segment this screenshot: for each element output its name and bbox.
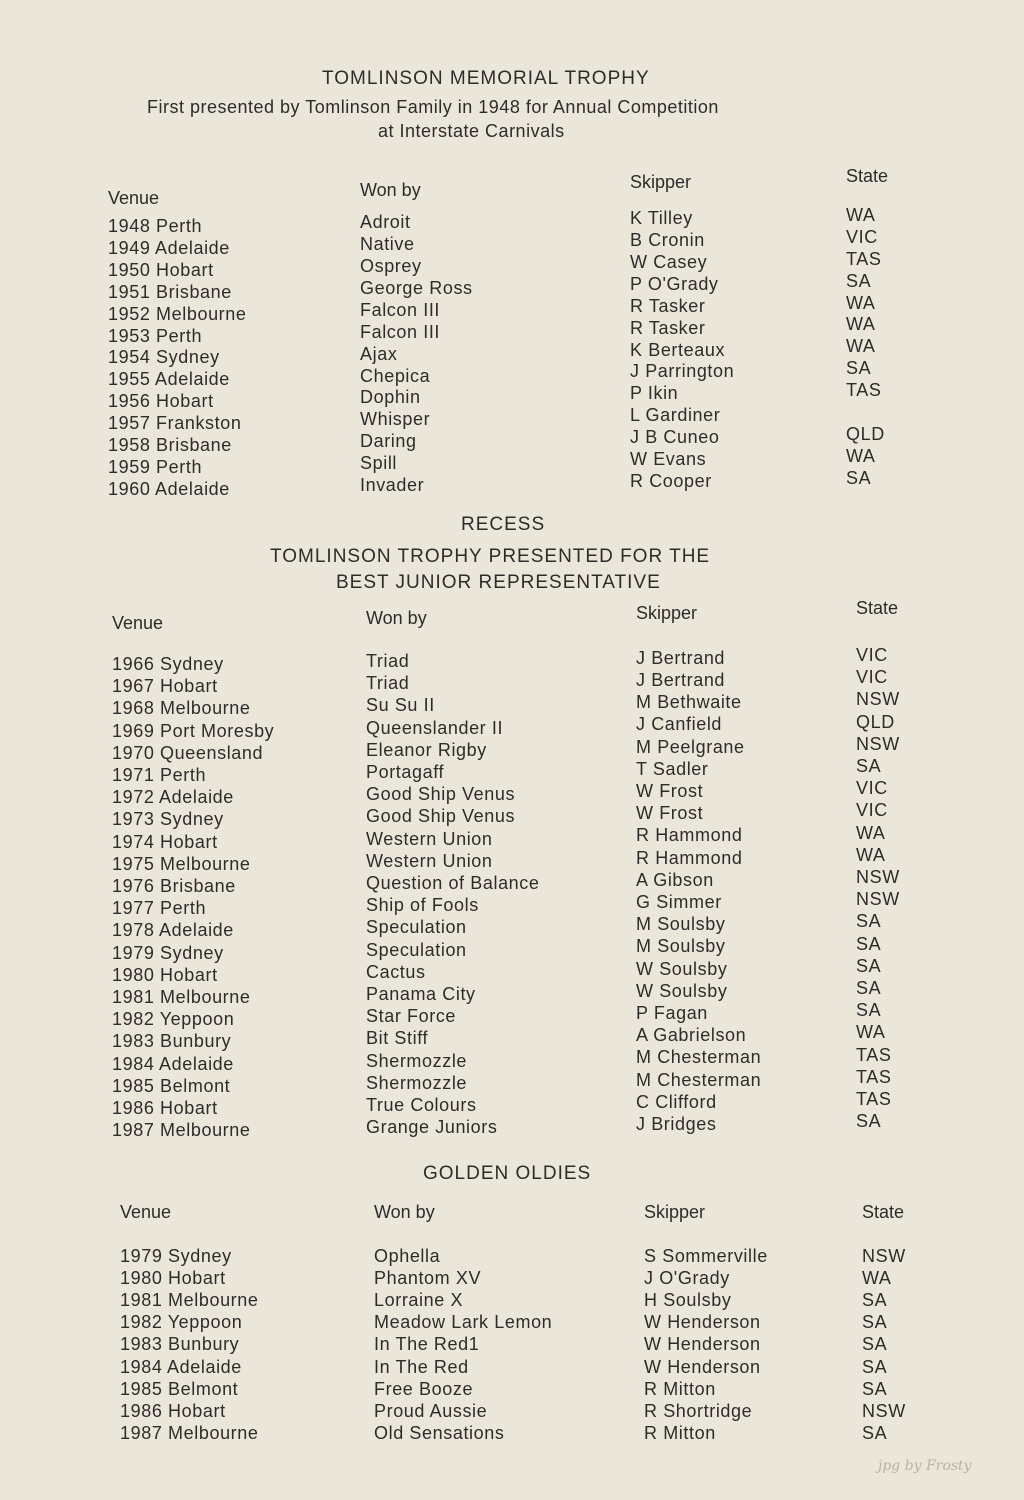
cell-state: WA xyxy=(846,336,876,357)
cell-skipper: W Evans xyxy=(630,449,707,470)
cell-skipper: G Simmer xyxy=(636,891,722,912)
cell-skipper: J Bertrand xyxy=(636,669,726,690)
cell-venue: 1983 Bunbury xyxy=(112,1031,232,1052)
column-header-skipper: Skipper xyxy=(644,1202,706,1222)
cell-venue: 1959 Perth xyxy=(108,456,203,477)
cell-won-by: Bit Stiff xyxy=(366,1028,429,1049)
cell-venue: 1956 Hobart xyxy=(108,391,214,412)
cell-skipper: R Shortridge xyxy=(644,1400,753,1421)
cell-state: WA xyxy=(862,1268,892,1289)
cell-venue: 1978 Adelaide xyxy=(112,920,234,941)
cell-venue: 1980 Hobart xyxy=(120,1268,226,1289)
cell-skipper: M Soulsby xyxy=(636,936,726,957)
cell-won-by: Old Sensations xyxy=(374,1422,505,1443)
cell-state: TAS xyxy=(856,1066,892,1087)
cell-won-by: Western Union xyxy=(366,828,493,849)
cell-venue: 1948 Perth xyxy=(108,216,203,236)
cell-state: SA xyxy=(862,1422,888,1443)
cell-state: NSW xyxy=(856,733,900,754)
cell-skipper: R Tasker xyxy=(630,317,706,338)
cell-skipper: M Soulsby xyxy=(636,914,726,935)
column-header-won-by: Won by xyxy=(360,180,421,200)
cell-skipper: W Henderson xyxy=(644,1312,761,1333)
cell-venue: 1982 Yeppoon xyxy=(112,1009,235,1030)
column-header-skipper: Skipper xyxy=(636,603,698,623)
cell-state: SA xyxy=(856,756,882,777)
cell-state: SA xyxy=(856,978,882,999)
cell-won-by: Daring xyxy=(360,431,417,452)
cell-skipper: W Soulsby xyxy=(636,958,728,979)
cell-skipper: M Chesterman xyxy=(636,1047,762,1068)
cell-venue: 1979 Sydney xyxy=(112,942,224,963)
cell-state: SA xyxy=(856,911,882,932)
cell-state: VIC xyxy=(846,226,878,247)
section1-title: TOMLINSON MEMORIAL TROPHY xyxy=(322,68,650,89)
cell-won-by: Speculation xyxy=(366,939,467,960)
section3-title: GOLDEN OLDIES xyxy=(423,1163,592,1184)
cell-state: QLD xyxy=(846,423,885,444)
cell-state: SA xyxy=(846,467,872,488)
cell-venue: 1972 Adelaide xyxy=(112,787,234,808)
cell-won-by: Ophella xyxy=(374,1246,441,1266)
cell-skipper: R Cooper xyxy=(630,470,712,491)
cell-venue: 1981 Melbourne xyxy=(120,1290,259,1311)
cell-won-by: Ship of Fools xyxy=(366,895,479,916)
cell-state: QLD xyxy=(856,711,895,732)
cell-skipper: C Clifford xyxy=(636,1091,717,1112)
cell-won-by: Panama City xyxy=(366,983,476,1004)
cell-venue: 1957 Frankston xyxy=(108,413,242,434)
section2-subtitle: BEST JUNIOR REPRESENTATIVE xyxy=(336,572,661,593)
cell-won-by: Shermozzle xyxy=(366,1050,468,1071)
cell-state: WA xyxy=(856,822,886,843)
cell-venue: 1958 Brisbane xyxy=(108,435,232,455)
cell-state: SA xyxy=(856,933,882,954)
cell-venue: 1949 Adelaide xyxy=(108,237,230,258)
cell-won-by: Grange Juniors xyxy=(366,1117,498,1138)
cell-won-by: Ajax xyxy=(360,343,398,364)
cell-venue: 1960 Adelaide xyxy=(108,478,230,499)
cell-venue: 1950 Hobart xyxy=(108,259,214,280)
cell-won-by: Question of Balance xyxy=(366,872,540,893)
cell-state: TAS xyxy=(846,248,882,269)
cell-won-by: Invader xyxy=(360,475,425,496)
cell-state: NSW xyxy=(856,867,900,888)
cell-skipper: J O'Grady xyxy=(644,1268,730,1289)
cell-venue: 1969 Port Moresby xyxy=(112,720,275,741)
cell-skipper: T Sadler xyxy=(636,758,709,779)
cell-skipper: R Mitton xyxy=(644,1378,716,1399)
cell-won-by: Dophin xyxy=(360,387,421,408)
cell-won-by: Good Ship Venus xyxy=(366,806,516,827)
cell-skipper: S Sommerville xyxy=(644,1246,768,1266)
cell-skipper: W Henderson xyxy=(644,1356,761,1377)
cell-skipper: P Ikin xyxy=(630,383,679,404)
cell-won-by: Cactus xyxy=(366,961,426,982)
cell-won-by: In The Red xyxy=(374,1356,469,1377)
cell-skipper: J B Cuneo xyxy=(630,427,720,448)
cell-venue: 1953 Perth xyxy=(108,325,203,346)
cell-state: VIC xyxy=(856,667,888,688)
cell-won-by: Good Ship Venus xyxy=(366,784,516,805)
cell-venue: 1981 Melbourne xyxy=(112,987,251,1007)
cell-state: VIC xyxy=(856,645,888,666)
cell-state: SA xyxy=(846,270,872,291)
cell-venue: 1974 Hobart xyxy=(112,831,218,852)
cell-venue: 1984 Adelaide xyxy=(120,1356,242,1377)
cell-skipper: R Hammond xyxy=(636,847,743,868)
cell-venue: 1975 Melbourne xyxy=(112,853,251,874)
recess-heading: RECESS xyxy=(461,514,546,535)
cell-venue: 1977 Perth xyxy=(112,898,207,919)
cell-venue: 1985 Belmont xyxy=(112,1075,231,1096)
column-header-state: State xyxy=(846,166,889,186)
column-header-won-by: Won by xyxy=(374,1202,435,1222)
cell-won-by: Meadow Lark Lemon xyxy=(374,1312,553,1333)
section2-title: TOMLINSON TROPHY PRESENTED FOR THE xyxy=(270,546,711,567)
cell-state: NSW xyxy=(862,1246,906,1266)
cell-venue: 1966 Sydney xyxy=(112,654,224,674)
cell-venue: 1983 Bunbury xyxy=(120,1334,240,1355)
column-header-venue: Venue xyxy=(120,1202,172,1222)
cell-state: VIC xyxy=(856,778,888,799)
cell-venue: 1971 Perth xyxy=(112,765,207,785)
cell-skipper: W Frost xyxy=(636,803,704,824)
cell-venue: 1955 Adelaide xyxy=(108,369,230,390)
cell-won-by: Triad xyxy=(366,650,410,671)
cell-skipper: W Henderson xyxy=(644,1334,761,1355)
cell-state: SA xyxy=(856,1111,882,1132)
cell-won-by: Adroit xyxy=(360,212,411,233)
cell-won-by: Phantom XV xyxy=(374,1268,482,1289)
cell-skipper: K Tilley xyxy=(630,208,693,229)
column-header-state: State xyxy=(862,1202,905,1222)
cell-won-by: Spill xyxy=(360,453,398,474)
cell-won-by: Native xyxy=(360,234,415,255)
cell-state: TAS xyxy=(846,380,882,401)
cell-won-by: Osprey xyxy=(360,256,422,277)
cell-venue: 1986 Hobart xyxy=(112,1098,218,1118)
cell-won-by: In The Red1 xyxy=(374,1334,480,1355)
cell-won-by: Falcon III xyxy=(360,321,441,342)
cell-venue: 1951 Brisbane xyxy=(108,281,232,302)
cell-state: NSW xyxy=(862,1400,906,1421)
cell-skipper: J Canfield xyxy=(636,714,723,735)
cell-won-by: True Colours xyxy=(366,1094,477,1115)
cell-skipper: M Bethwaite xyxy=(636,692,742,713)
cell-state: WA xyxy=(846,204,876,225)
cell-state: NSW xyxy=(856,689,900,710)
cell-won-by: Star Force xyxy=(366,1006,457,1027)
cell-won-by: Eleanor Rigby xyxy=(366,739,487,760)
cell-venue: 1976 Brisbane xyxy=(112,876,236,896)
cell-won-by: Chepica xyxy=(360,365,431,386)
cell-venue: 1987 Melbourne xyxy=(120,1422,259,1443)
cell-won-by: Triad xyxy=(366,673,410,694)
column-header-won-by: Won by xyxy=(366,608,427,628)
cell-won-by: Proud Aussie xyxy=(374,1400,488,1421)
cell-venue: 1986 Hobart xyxy=(120,1400,226,1421)
cell-skipper: L Gardiner xyxy=(630,405,721,426)
cell-state: TAS xyxy=(856,1044,892,1065)
cell-venue: 1954 Sydney xyxy=(108,347,220,368)
cell-venue: 1987 Melbourne xyxy=(112,1120,251,1141)
cell-skipper: M Chesterman xyxy=(636,1069,762,1090)
cell-state: SA xyxy=(856,1000,882,1021)
cell-skipper: K Berteaux xyxy=(630,339,726,360)
watermark: jpg by Frosty xyxy=(878,1458,972,1474)
cell-venue: 1970 Queensland xyxy=(112,742,264,763)
cell-state: WA xyxy=(846,314,876,335)
cell-skipper: J Bertrand xyxy=(636,647,726,668)
cell-venue: 1980 Hobart xyxy=(112,964,218,985)
cell-skipper: R Hammond xyxy=(636,825,743,846)
column-header-state: State xyxy=(856,598,899,618)
cell-skipper: P Fagan xyxy=(636,1002,708,1023)
cell-won-by: Falcon III xyxy=(360,299,441,320)
cell-skipper: H Soulsby xyxy=(644,1290,732,1311)
cell-venue: 1984 Adelaide xyxy=(112,1053,234,1074)
cell-skipper: W Casey xyxy=(630,251,708,272)
cell-won-by: Su Su II xyxy=(366,695,435,716)
column-header-skipper: Skipper xyxy=(630,172,692,192)
section1-subtitle: First presented by Tomlinson Family in 1948 for Annual Competition xyxy=(147,97,719,117)
cell-skipper: A Gibson xyxy=(636,869,714,890)
cell-venue: 1979 Sydney xyxy=(120,1246,232,1266)
cell-won-by: Free Booze xyxy=(374,1378,474,1399)
cell-skipper: A Gabrielson xyxy=(636,1025,747,1046)
cell-skipper: P O'Grady xyxy=(630,273,719,294)
cell-skipper: R Tasker xyxy=(630,295,706,316)
cell-won-by: Queenslander II xyxy=(366,717,504,738)
section1-subtitle-2: at Interstate Carnivals xyxy=(378,121,565,141)
cell-won-by: Lorraine X xyxy=(374,1290,464,1311)
cell-venue: 1982 Yeppoon xyxy=(120,1312,243,1333)
cell-won-by: Whisper xyxy=(360,409,431,430)
cell-won-by: Shermozzle xyxy=(366,1072,468,1093)
cell-state: WA xyxy=(846,292,876,313)
cell-won-by: Western Union xyxy=(366,850,493,871)
cell-won-by: Speculation xyxy=(366,917,467,938)
cell-skipper: J Bridges xyxy=(636,1113,717,1134)
cell-won-by: George Ross xyxy=(360,277,473,298)
cell-state: WA xyxy=(856,1022,886,1043)
cell-state: SA xyxy=(846,358,872,379)
cell-state: VIC xyxy=(856,800,888,821)
cell-won-by: Portagaff xyxy=(366,761,445,782)
cell-state: TAS xyxy=(856,1089,892,1110)
cell-state: SA xyxy=(862,1378,888,1399)
cell-state: WA xyxy=(846,445,876,466)
cell-venue: 1967 Hobart xyxy=(112,676,218,697)
cell-skipper: R Mitton xyxy=(644,1422,716,1443)
cell-venue: 1968 Melbourne xyxy=(112,698,251,719)
cell-skipper: M Peelgrane xyxy=(636,736,745,757)
cell-state: SA xyxy=(862,1290,888,1311)
cell-venue: 1985 Belmont xyxy=(120,1378,239,1399)
column-header-venue: Venue xyxy=(112,613,164,633)
cell-skipper: W Soulsby xyxy=(636,980,728,1001)
cell-state: SA xyxy=(862,1312,888,1333)
cell-state: NSW xyxy=(856,889,900,910)
cell-venue: 1973 Sydney xyxy=(112,809,224,830)
cell-state: WA xyxy=(856,844,886,865)
column-header-venue: Venue xyxy=(108,188,160,208)
cell-skipper: B Cronin xyxy=(630,230,705,251)
cell-skipper: J Parrington xyxy=(630,361,735,382)
cell-state: SA xyxy=(856,955,882,976)
cell-state: SA xyxy=(862,1356,888,1377)
cell-venue: 1952 Melbourne xyxy=(108,303,247,324)
cell-skipper: W Frost xyxy=(636,780,704,801)
cell-state: SA xyxy=(862,1334,888,1355)
